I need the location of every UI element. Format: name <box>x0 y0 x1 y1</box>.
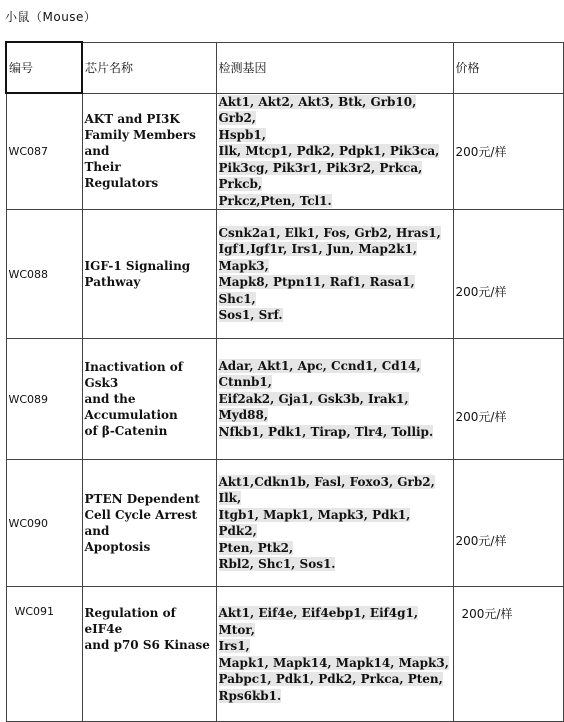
table-header-row <box>6 42 563 93</box>
chip-price: 200元/样 <box>453 587 563 722</box>
chip-code: WC089 <box>6 339 82 460</box>
chip-name: PTEN Dependent Cell Cycle Arrest and Apoptosis <box>82 460 216 587</box>
chip-code: WC091 <box>6 587 82 722</box>
chip-name: AKT and PI3K Family Members and Their Regulators <box>82 93 216 210</box>
table-row <box>6 210 563 339</box>
chip-name: Regulation of eIF4e and p70 S6 Kinase <box>82 587 216 722</box>
chip-price: 200元/样 <box>453 93 563 210</box>
chip-code: WC090 <box>6 460 82 587</box>
header-code: 编号 <box>6 42 82 93</box>
table-row <box>6 339 563 460</box>
table-row <box>6 587 563 722</box>
chip-genes <box>216 460 453 587</box>
header-genes: 检测基因 <box>216 42 453 93</box>
chip-name: Inactivation of Gsk3 and the Accumulation of β-Catenin <box>82 339 216 460</box>
chip-genes <box>216 93 453 210</box>
gene-list: Akt1,Cdkn1b, Fasl, Foxo3, Grb2, Ilk, Itgb1, Mapk1, Mapk3, Pdk1, Pdk2, Pten, Ptk2, Rbl2, Shc1, Sos1. <box>218 474 435 571</box>
gene-list: Csnk2a1, Elk1, Fos, Grb2, Hras1, Igf1,Igf1r, Irs1, Jun, Map2k1, Mapk3, Mapk8, Ptpn11, Raf1, Rasa1, Shc1, Sos1, Srf. <box>218 225 441 322</box>
chip-name: IGF-1 Signaling Pathway <box>82 210 216 339</box>
chip-table <box>5 41 564 722</box>
chip-price: 200元/样 <box>453 460 563 587</box>
header-name: 芯片名称 <box>82 42 216 93</box>
chip-price: 200元/样 <box>453 339 563 460</box>
chip-price: 200元/样 <box>453 210 563 339</box>
page-title: 小鼠（Mouse） <box>5 10 97 24</box>
table-row <box>6 93 563 210</box>
chip-genes <box>216 210 453 339</box>
chip-genes <box>216 339 453 460</box>
gene-list: Akt1, Akt2, Akt3, Btk, Grb10, Grb2, Hspb1, Ilk, Mtcp1, Pdk2, Pdpk1, Pik3ca, Pik3cg, Pik3r1, Pik3r2, Prkca, Prkcb, Prkcz,Pten, Tcl1. <box>218 94 440 208</box>
chip-genes <box>216 587 453 722</box>
chip-code: WC088 <box>6 210 82 339</box>
chip-code: WC087 <box>6 93 82 210</box>
table-row <box>6 460 563 587</box>
header-price: 价格 <box>453 42 563 93</box>
gene-list: Adar, Akt1, Apc, Ccnd1, Cd14, Ctnnb1, Eif2ak2, Gja1, Gsk3b, Irak1, Myd88, Nfkb1, Pdk1, Tirap, Tlr4, Tollip. <box>218 358 434 439</box>
gene-list: Akt1, Eif4e, Eif4ebp1, Eif4g1, Mtor, Irs1, Mapk1, Mapk14, Mapk14, Mapk3, Pabpc1, Pdk1, Pdk2, Prkca, Pten, Rps6kb1. <box>218 606 449 703</box>
